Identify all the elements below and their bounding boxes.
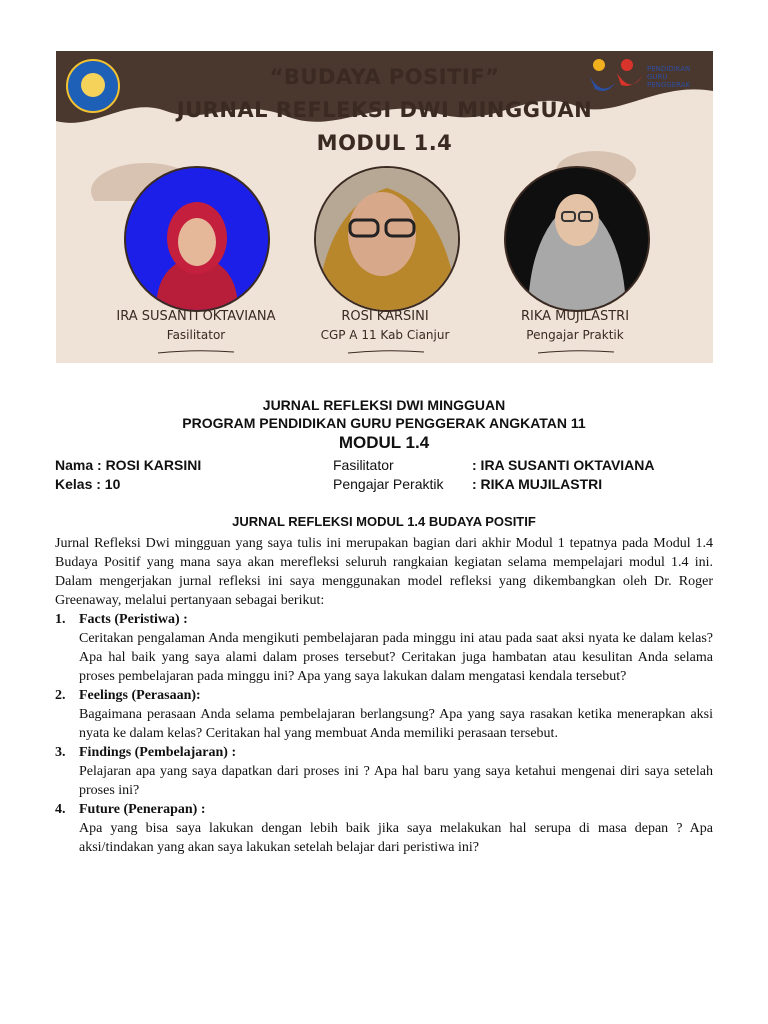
person-name-fasilitator: IRA SUSANTI OKTAVIANA [116,309,276,324]
question-heading: Feelings (Perasaan): [79,688,201,703]
banner-title-module: MODUL 1.4 [316,131,453,155]
person-name-cgp: ROSI KARSINI [341,309,429,324]
banner-title-quote: “BUDAYA POSITIF” [269,65,500,89]
document-body [55,534,713,857]
header-banner [56,51,713,363]
question-number: 2. [55,688,66,703]
document-heading-2: PROGRAM PENDIDIKAN GURU PENGGERAK ANGKATAN 11 [182,415,586,431]
document-heading-1: JURNAL REFLEKSI DWI MINGGUAN [262,397,506,413]
swash-divider [536,349,616,355]
question-number: 1. [55,612,66,627]
question-text: Apa yang bisa saya lakukan dengan lebih baik jika saya melakukan hal serupa di masa depan ? Apa aksi/tindakan yang akan saya lakukan setelah belajar dari peristiwa ini? [79,821,713,855]
question-text: Bagaimana perasaan Anda selama pembelajaran berlangsung? Apa yang saya rasakan ketika menerapkan aksi nyata ke dalam kelas? Ceritakan hal yang membuat Anda memiliki perasaan tersebut. [79,707,713,741]
question-list [55,610,713,857]
list-item [55,686,713,743]
swash-divider [346,349,426,355]
logo-right-text: PENDIDIKAN GURU PENGGERAK [647,65,691,89]
list-item [55,610,713,686]
list-item [55,743,713,800]
list-item [55,800,713,857]
person-role-fasilitator: Fasilitator [166,328,226,342]
question-text: Ceritakan pengalaman Anda mengikuti pembelajaran pada minggu ini atau pada saat aksi nyata ke dalam kelas? Apa hal baik yang saya alami dalam proses tersebut? Ceritakan juga hambatan atau kesulitan Anda selama proses pembelajaran pada minggu ini? Apa yang saya lakukan dalam mengatasi kendala tersebut? [79,631,713,684]
info-nama: Nama : ROSI KARSINI [55,457,202,473]
avatar-cgp [314,166,460,312]
question-number: 3. [55,745,66,760]
swash-divider [156,349,236,355]
question-heading: Future (Penerapan) : [79,802,206,817]
document-heading-module: MODUL 1.4 [338,433,430,452]
banner-title-main: JURNAL REFLEKSI DWI MINGGUAN [176,98,593,122]
info-fasilitator-label: Fasilitator [333,457,394,473]
question-heading: Facts (Peristiwa) : [79,612,188,627]
info-pengajar-label: Pengajar Peraktik [333,476,444,492]
person-role-cgp: CGP A 11 Kab Cianjur [320,328,450,342]
info-kelas: Kelas : 10 [55,476,121,492]
question-number: 4. [55,802,66,817]
person-role-pengajar: Pengajar Praktik [526,328,624,342]
info-fasilitator-value: : IRA SUSANTI OKTAVIANA [472,457,655,473]
section-title: JURNAL REFLEKSI MODUL 1.4 BUDAYA POSITIF [232,514,536,529]
avatar-fasilitator [124,166,270,312]
question-heading: Findings (Pembelajaran) : [79,745,237,760]
avatar-pengajar-praktik [504,166,650,312]
info-pengajar-value: : RIKA MUJILASTRI [472,476,603,492]
intro-paragraph: Jurnal Refleksi Dwi mingguan yang saya tulis ini merupakan bagian dari akhir Modul 1 tepatnya pada Modul 1.4 Budaya Positif yang mana saya akan merefleksi seluruh rangkaian kegiatan selama mempelajari modul 1.4 ini. Dalam mengerjakan jurnal refleksi ini saya menggunakan model refleksi yang dikembangkan oleh Dr. Roger Greenaway, melalui pertanyaan sebagai berikut: [55,536,713,608]
person-name-pengajar: RIKA MUJILASTRI [520,309,630,324]
question-text: Pelajaran apa yang saya dapatkan dari proses ini ? Apa hal baru yang saya ketahui mengenai diri saya setelah proses ini? [79,764,713,798]
